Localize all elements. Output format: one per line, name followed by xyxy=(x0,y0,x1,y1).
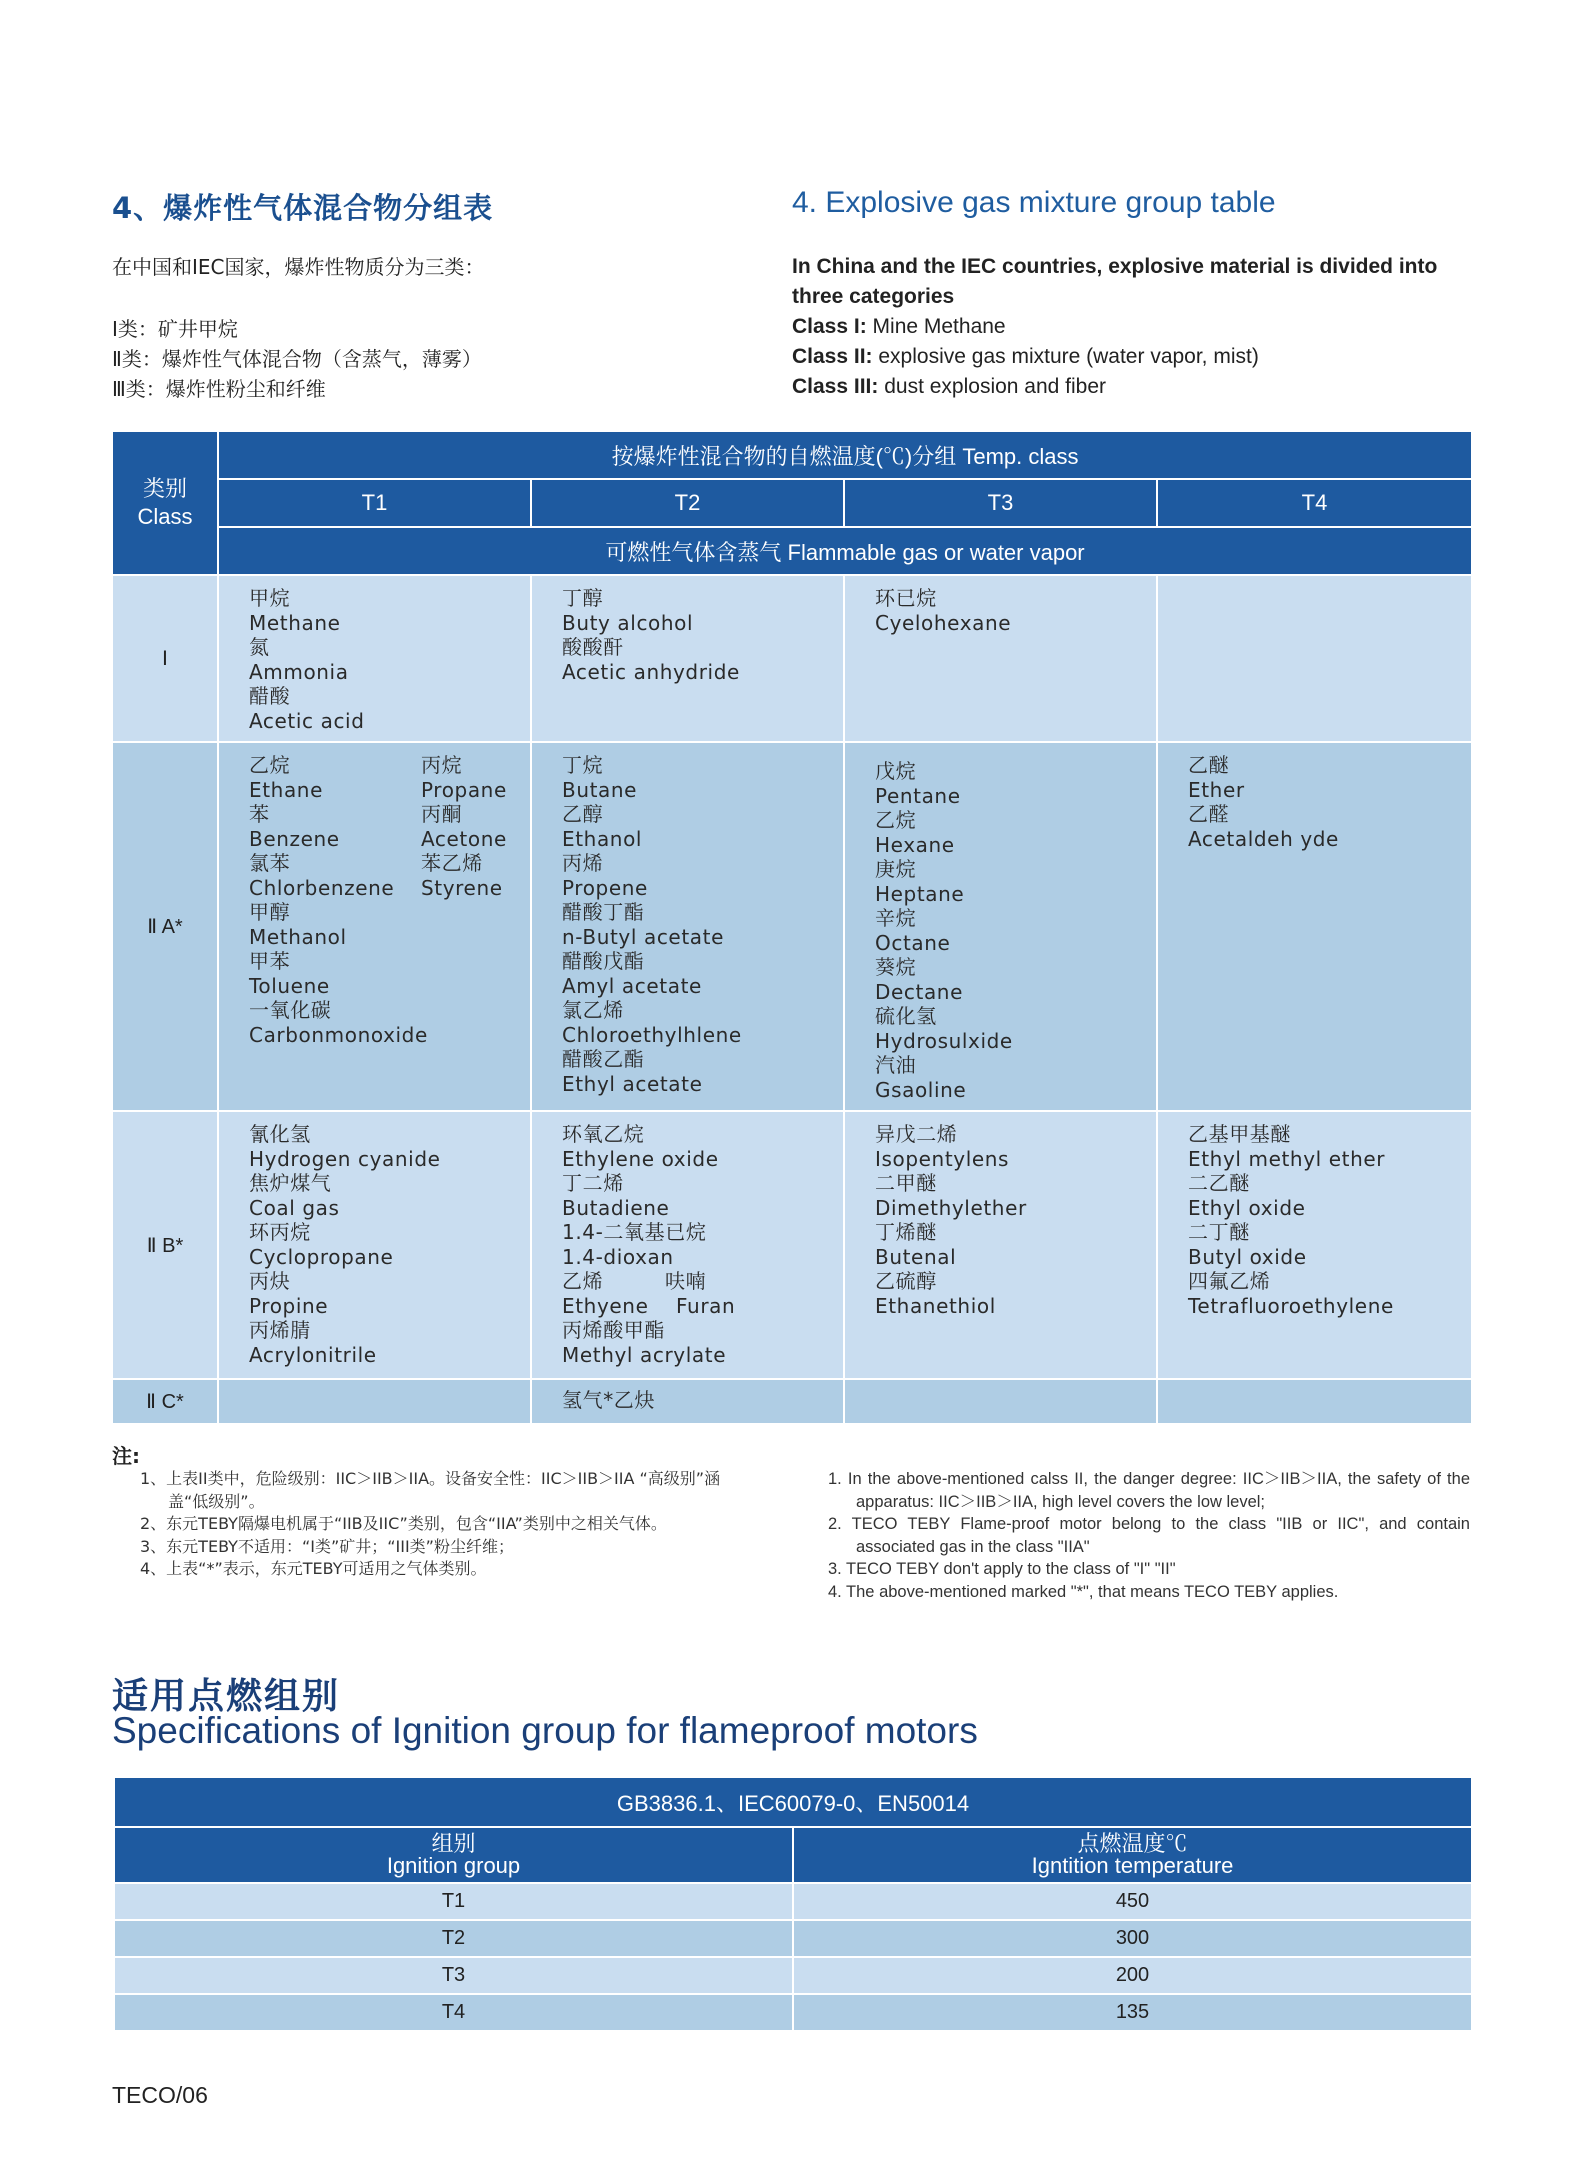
group-cell: T1 xyxy=(114,1883,793,1920)
temp-cell: 135 xyxy=(793,1994,1472,2031)
note-item: 2. TECO TEBY Flame-proof motor belong to the class "IIB or IIC", and contain associated gas in the class "IIA" xyxy=(828,1515,1470,1556)
gas-name: Toluene xyxy=(249,973,330,998)
gas-name: Ethylene oxide xyxy=(562,1146,719,1171)
gas-cell xyxy=(1157,1111,1472,1379)
gas-name: Hydrosulxide xyxy=(875,1028,1013,1053)
gas-name: 酸酸酐 xyxy=(562,635,624,659)
section-title-en: 4. Explosive gas mixture group table xyxy=(792,186,1276,219)
gas-name: Isopentylens xyxy=(875,1146,1010,1171)
gas-cell xyxy=(844,742,1157,1111)
gas-name: 辛烷 xyxy=(875,906,917,930)
note-item: 4. The above-mentioned marked "*", that means TECO TEBY applies. xyxy=(828,1582,1339,1601)
gas-name: 硫化氢 xyxy=(875,1004,937,1028)
class-item-cn: Ⅱ类：爆炸性气体混合物（含蒸气，薄雾） xyxy=(112,347,482,371)
note-item: 3、东元TEBY不适用：“I类”矿井；“III类”粉尘纤维； xyxy=(140,1536,514,1556)
gas-name: 1.4-二氧基已烷 xyxy=(562,1220,707,1244)
gas-name: Cyelohexane xyxy=(875,610,1012,635)
gas-name: 丁烷 xyxy=(562,753,604,777)
gas-name: Amyl acetate xyxy=(562,973,702,998)
gas-name: 焦炉煤气 xyxy=(249,1171,332,1195)
gas-name: 异戊二烯 xyxy=(875,1122,958,1146)
gas-cell xyxy=(218,575,531,742)
temp-class-header: 按爆炸性混合物的自燃温度(℃)分组 Temp. class xyxy=(218,431,1472,479)
gas-name: Buty alcohol xyxy=(562,610,694,635)
gas-name: Ethane xyxy=(249,777,323,802)
gas-name: 苯乙烯 xyxy=(421,851,483,875)
gas-name: Methyl acrylate xyxy=(562,1342,727,1367)
gas-name: 乙醇 xyxy=(562,802,604,826)
gas-name: Acetic anhydride xyxy=(562,659,740,684)
gas-cell xyxy=(531,1379,844,1424)
gas-name: 庚烷 xyxy=(875,857,917,881)
temp-class-t2: T2 xyxy=(531,479,844,527)
gas-name: 丁二烯 xyxy=(562,1171,624,1195)
gas-cell xyxy=(531,1111,844,1379)
table-row xyxy=(114,1920,1472,1957)
notes-heading: 注: xyxy=(112,1444,140,1468)
gas-name: 氮 xyxy=(249,635,270,659)
gas-name: 乙基甲基醚 xyxy=(1188,1122,1291,1146)
gas-name: Propane xyxy=(421,777,507,802)
ignition-title-en: Specifications of Ignition group for flameproof motors xyxy=(112,1710,978,1751)
gas-cell xyxy=(218,1111,531,1379)
gas-name: Ether xyxy=(1188,777,1245,802)
gas-name: Hydrogen cyanide xyxy=(249,1146,441,1171)
gas-name: 汽油 xyxy=(875,1053,917,1077)
gas-name: Dectane xyxy=(875,979,963,1004)
col-header-group: 组别 Ignition group xyxy=(114,1827,793,1883)
gas-name: Cyclopropane xyxy=(249,1244,394,1269)
gas-name: Ethanol xyxy=(562,826,643,851)
gas-name: Acetaldeh yde xyxy=(1188,826,1339,851)
gas-name: 醋酸乙酯 xyxy=(562,1047,645,1071)
gas-name: Acrylonitrile xyxy=(249,1342,377,1367)
class-cell: Ⅱ B* xyxy=(112,1111,218,1379)
intro-en-block xyxy=(792,252,1482,402)
gas-cell xyxy=(531,742,844,1111)
gas-name: 乙醚 xyxy=(1188,753,1230,777)
gas-list xyxy=(249,753,428,1047)
gas-name: 乙醛 xyxy=(1188,802,1230,826)
gas-name: Octane xyxy=(875,930,951,955)
gas-name: 戊烷 xyxy=(875,759,917,783)
gas-name: Ammonia xyxy=(249,659,349,684)
class-cell: Ⅱ A* xyxy=(112,742,218,1111)
gas-name: 丙炔 xyxy=(249,1269,291,1293)
standards-header: GB3836.1、IEC60079-0、EN50014 xyxy=(114,1777,1472,1827)
group-cell: T3 xyxy=(114,1957,793,1994)
gas-cell xyxy=(1157,1379,1472,1424)
gas-name: 甲苯 xyxy=(249,949,291,973)
temp-cell: 450 xyxy=(793,1883,1472,1920)
table-row xyxy=(114,1957,1472,1994)
intro-en: In China and the IEC countries, explosive material is divided into three categories xyxy=(792,255,1438,308)
gas-name: Styrene xyxy=(421,875,503,900)
gas-cell xyxy=(218,1379,531,1424)
note-item: 3. TECO TEBY don't apply to the class of "I" "II" xyxy=(828,1560,1176,1578)
flammable-gas-header: 可燃性气体含蒸气 Flammable gas or water vapor xyxy=(218,527,1472,575)
table-row xyxy=(114,1994,1472,2031)
gas-name: 1.4-dioxan xyxy=(562,1244,674,1269)
temp-class-t1: T1 xyxy=(218,479,531,527)
gas-name: Propine xyxy=(249,1293,329,1318)
class-cell: Ⅰ xyxy=(112,575,218,742)
temp-class-t3: T3 xyxy=(844,479,1157,527)
gas-name: Butadiene xyxy=(562,1195,670,1220)
ignition-title-cn: 适用点燃组别 xyxy=(112,1676,341,1717)
gas-name: 甲醇 xyxy=(249,900,291,924)
class-item-en: Class II: explosive gas mixture (water vapor, mist) xyxy=(792,345,1259,368)
class-cell: Ⅱ C* xyxy=(112,1379,218,1424)
gas-name: Ethyl methyl ether xyxy=(1188,1146,1386,1171)
section-title-cn: 4、爆炸性气体混合物分组表 xyxy=(112,191,494,225)
class-item-cn: Ⅰ类：矿井甲烷 xyxy=(112,317,238,341)
gas-name: 氯乙烯 xyxy=(562,998,624,1022)
table-row xyxy=(114,1883,1472,1920)
gas-name: 乙烯 呋喃 xyxy=(562,1269,707,1293)
gas-name: 环丙烷 xyxy=(249,1220,311,1244)
gas-name: 一氧化碳 xyxy=(249,998,332,1022)
gas-name: 环氧乙烷 xyxy=(562,1122,645,1146)
gas-name: 醋酸戊酯 xyxy=(562,949,645,973)
gas-name: Propene xyxy=(562,875,648,900)
gas-name: Methanol xyxy=(249,924,347,949)
temp-cell: 200 xyxy=(793,1957,1472,1994)
gas-list xyxy=(421,753,507,1047)
gas-name: 丙烯酸甲酯 xyxy=(562,1318,665,1342)
page-footer: TECO/06 xyxy=(112,2082,208,2108)
temp-cell: 300 xyxy=(793,1920,1472,1957)
gas-cell xyxy=(844,1111,1157,1379)
gas-name: Acetone xyxy=(421,826,507,851)
gas-name: Heptane xyxy=(875,881,965,906)
gas-name: 丁烯醚 xyxy=(875,1220,937,1244)
gas-name: Butenal xyxy=(875,1244,957,1269)
gas-name: Pentane xyxy=(875,783,961,808)
gas-group-table xyxy=(111,430,1473,1425)
gas-name: Ethyl acetate xyxy=(562,1071,703,1096)
group-cell: T4 xyxy=(114,1994,793,2031)
gas-name: 丙酮 xyxy=(421,802,463,826)
gas-name: 丙烯腈 xyxy=(249,1318,311,1342)
table-row xyxy=(112,742,1472,1111)
gas-name: 丙烷 xyxy=(421,753,463,777)
note-item: 1、上表II类中，危险级别：IIC＞IIB＞IIA。设备安全性：IIC＞IIB＞IIA “高级别”涵盖“低级别”。 xyxy=(140,1469,721,1511)
gas-name: Benzene xyxy=(249,826,340,851)
gas-cell xyxy=(844,575,1157,742)
class-item-en: Class III: dust explosion and fiber xyxy=(792,375,1107,398)
gas-name: 醋酸 xyxy=(249,684,291,708)
gas-name: 乙硫醇 xyxy=(875,1269,937,1293)
gas-name: 丁醇 xyxy=(562,586,604,610)
col-header-temp: 点燃温度℃ Igntition temperature xyxy=(793,1827,1472,1883)
gas-name: 四氟乙烯 xyxy=(1188,1269,1271,1293)
gas-name: n-Butyl acetate xyxy=(562,924,724,949)
gas-name: Carbonmonoxide xyxy=(249,1022,428,1047)
class-item-cn: Ⅲ类：爆炸性粉尘和纤维 xyxy=(112,377,326,401)
gas-name: 环已烷 xyxy=(875,586,937,610)
gas-cell xyxy=(531,575,844,742)
gas-name: Ethanethiol xyxy=(875,1293,996,1318)
gas-name: Butane xyxy=(562,777,638,802)
gas-name: 葵烷 xyxy=(875,955,917,979)
gas-name: 甲烷 xyxy=(249,586,291,610)
gas-name: 苯 xyxy=(249,802,270,826)
gas-cell xyxy=(1157,742,1472,1111)
intro-cn: 在中国和IEC国家，爆炸性物质分为三类： xyxy=(112,255,485,279)
gas-name: 氢气*乙炔 xyxy=(562,1388,655,1412)
gas-cell xyxy=(1157,575,1472,742)
class-header: 类别 Class xyxy=(112,431,218,575)
class-item-en: Class I: Mine Methane xyxy=(792,315,1006,338)
gas-cell xyxy=(218,742,531,1111)
notes-cn xyxy=(140,1468,740,1581)
gas-name: 乙烷 xyxy=(249,753,291,777)
gas-cell xyxy=(844,1379,1157,1424)
gas-name: Dimethylether xyxy=(875,1195,1027,1220)
gas-name: 醋酸丁酯 xyxy=(562,900,645,924)
group-cell: T2 xyxy=(114,1920,793,1957)
note-item: 2、东元TEBY隔爆电机属于“IIB及IIC”类别，包含“IIA”类别中之相关气体。 xyxy=(140,1514,667,1533)
table-row xyxy=(112,575,1472,742)
gas-name: Acetic acid xyxy=(249,708,365,733)
note-item: 4、上表“*”表示，东元TEBY可适用之气体类别。 xyxy=(140,1559,487,1578)
gas-name: 二丁醚 xyxy=(1188,1220,1250,1244)
gas-name: Methane xyxy=(249,610,341,635)
gas-name: Tetrafluoroethylene xyxy=(1188,1293,1394,1318)
notes-en xyxy=(828,1468,1470,1603)
gas-name: Hexane xyxy=(875,832,955,857)
gas-name: Chlorbenzene xyxy=(249,875,395,900)
gas-name: 丙烯 xyxy=(562,851,604,875)
gas-name: Coal gas xyxy=(249,1195,340,1220)
gas-name: 二乙醚 xyxy=(1188,1171,1250,1195)
gas-name: 二甲醚 xyxy=(875,1171,937,1195)
gas-name: Butyl oxide xyxy=(1188,1244,1307,1269)
table-row xyxy=(112,1379,1472,1424)
gas-name: 氯苯 xyxy=(249,851,291,875)
gas-name: Chloroethylhlene xyxy=(562,1022,742,1047)
gas-name: 氰化氢 xyxy=(249,1122,311,1146)
gas-name: 乙烷 xyxy=(875,808,917,832)
class-list-cn xyxy=(112,314,482,404)
temp-class-t4: T4 xyxy=(1157,479,1472,527)
gas-name: Gsaoline xyxy=(875,1077,967,1102)
ignition-table xyxy=(113,1776,1473,2032)
gas-name: Ethyene Furan xyxy=(562,1293,736,1318)
note-item: 1. In the above-mentioned calss II, the danger degree: IIC＞IIB＞IIA, the safety of the apparatus: IIC＞IIB＞IIA, high level covers the low level; xyxy=(828,1470,1470,1511)
table-row xyxy=(112,1111,1472,1379)
gas-name: Ethyl oxide xyxy=(1188,1195,1306,1220)
